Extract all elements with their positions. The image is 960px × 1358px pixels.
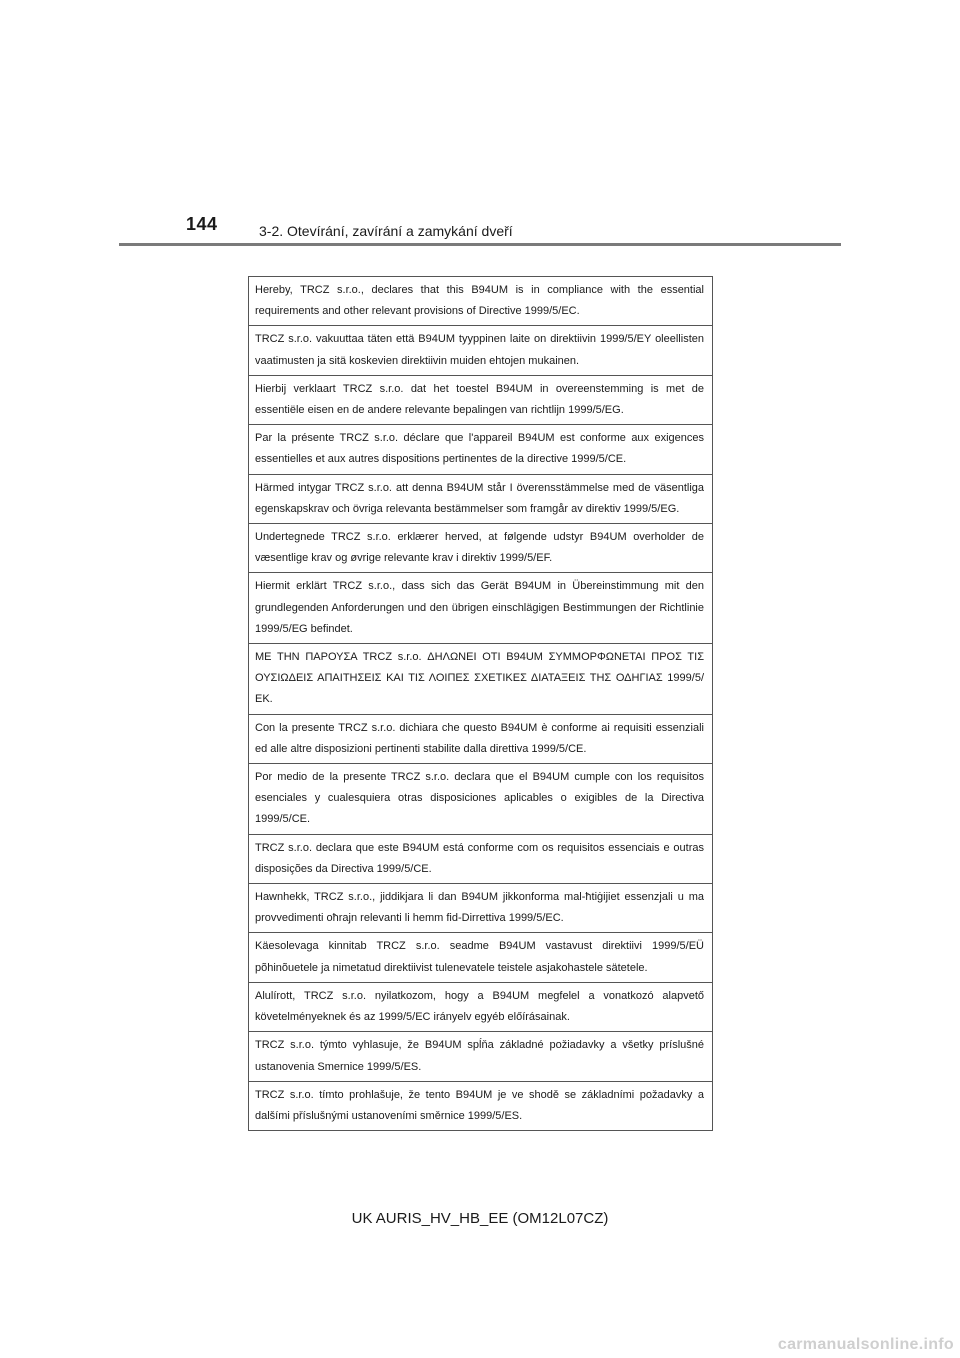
declaration-hu: Alulírott, TRCZ s.r.o. nyilatkozom, hogy a B94UM megfelel a vonatkozó alapvető követelményeknek és az 1999/5/EC irányelv egyéb előírásainak.	[249, 983, 712, 1032]
declaration-fr: Par la présente TRCZ s.r.o. déclare que l'appareil B94UM est conforme aux exigences essentielles et aux autres dispositions pertinentes de la directive 1999/5/CE.	[249, 425, 712, 474]
declaration-pt: TRCZ s.r.o. declara que este B94UM está conforme com os requisitos essenciais e outras disposições da Directiva 1999/5/CE.	[249, 835, 712, 884]
declarations-table	[248, 276, 713, 1131]
page-number: 144	[186, 214, 218, 234]
declaration-mt: Hawnhekk, TRCZ s.r.o., jiddikjara li dan B94UM jikkonforma mal-ħtiġijiet essenzjali u ma provvedimenti oħrajn relevanti li hemm fid-Dirrettiva 1999/5/EC.	[249, 884, 712, 933]
declaration-it: Con la presente TRCZ s.r.o. dichiara che questo B94UM è conforme ai requisiti essenziali ed alle altre disposizioni pertinenti stabilite dalla direttiva 1999/5/CE.	[249, 715, 712, 764]
declaration-nl: Hierbij verklaart TRCZ s.r.o. dat het toestel B94UM in overeenstemming is met de essentiële eisen en de andere relevante bepalingen van richtlijn 1999/5/EG.	[249, 376, 712, 425]
declaration-en: Hereby, TRCZ s.r.o., declares that this B94UM is in compliance with the essential requirements and other relevant provisions of Directive 1999/5/EC.	[249, 277, 712, 326]
section-title: 3-2. Otevírání, zavírání a zamykání dveří	[259, 223, 513, 239]
declaration-es: Por medio de la presente TRCZ s.r.o. declara que el B94UM cumple con los requisitos esenciales y cualesquiera otras disposiciones aplicables o exigibles de la Directiva 1999/5/CE.	[249, 764, 712, 835]
declaration-et: Käesolevaga kinnitab TRCZ s.r.o. seadme B94UM vastavust direktiivi 1999/5/EÜ põhinõuetele ja nimetatud direktiivist tulenevatele teistele asjakohastele sätetele.	[249, 933, 712, 982]
declaration-de: Hiermit erklärt TRCZ s.r.o., dass sich das Gerät B94UM in Übereinstimmung mit den grundlegenden Anforderungen und den übrigen einschlägigen Bestimmungen der Richtlinie 1999/5/EG befindet.	[249, 573, 712, 644]
declaration-sk: TRCZ s.r.o. týmto vyhlasuje, že B94UM spĺňa základné požiadavky a všetky príslušné ustanovenia Smernice 1999/5/ES.	[249, 1032, 712, 1081]
header-divider	[119, 243, 841, 246]
watermark: carmanualsonline.info	[777, 1336, 954, 1353]
declaration-sv: Härmed intygar TRCZ s.r.o. att denna B94UM står I överensstämmelse med de väsentliga egenskapskrav och övriga relevanta bestämmelser som framgår av direktiv 1999/5/EG.	[249, 475, 712, 524]
declaration-el: ΜΕ ΤΗΝ ΠΑΡΟΥΣΑ TRCZ s.r.o. ΔΗΛΩΝΕΙ ΟΤΙ B94UM ΣΥΜΜΟΡΦΩΝΕΤΑΙ ΠΡΟΣ ΤΙΣ ΟΥΣΙΩΔΕΙΣ ΑΠΑΙΤΗΣΕΙΣ ΚΑΙ ΤΙΣ ΛΟΙΠΕΣ ΣΧΕΤΙΚΕΣ ΔΙΑΤΑΞΕΙΣ ΤΗΣ ΟΔΗΓΙΑΣ 1999/5/ΕΚ.	[249, 644, 712, 715]
declaration-da: Undertegnede TRCZ s.r.o. erklærer herved, at følgende udstyr B94UM overholder de væsentlige krav og øvrige relevante krav i direktiv 1999/5/EF.	[249, 524, 712, 573]
declaration-cs: TRCZ s.r.o. tímto prohlašuje, že tento B94UM je ve shodě se základními požadavky a dalšími příslušnými ustanoveními směrnice 1999/5/ES.	[255, 1088, 704, 1122]
declaration-fi: TRCZ s.r.o. vakuuttaa täten että B94UM tyyppinen laite on direktiivin 1999/5/EY oleellisten vaatimusten ja sitä koskevien direktiivin muiden ehtojen mukainen.	[249, 326, 712, 375]
document-code: UK AURIS_HV_HB_EE (OM12L07CZ)	[351, 1210, 609, 1227]
